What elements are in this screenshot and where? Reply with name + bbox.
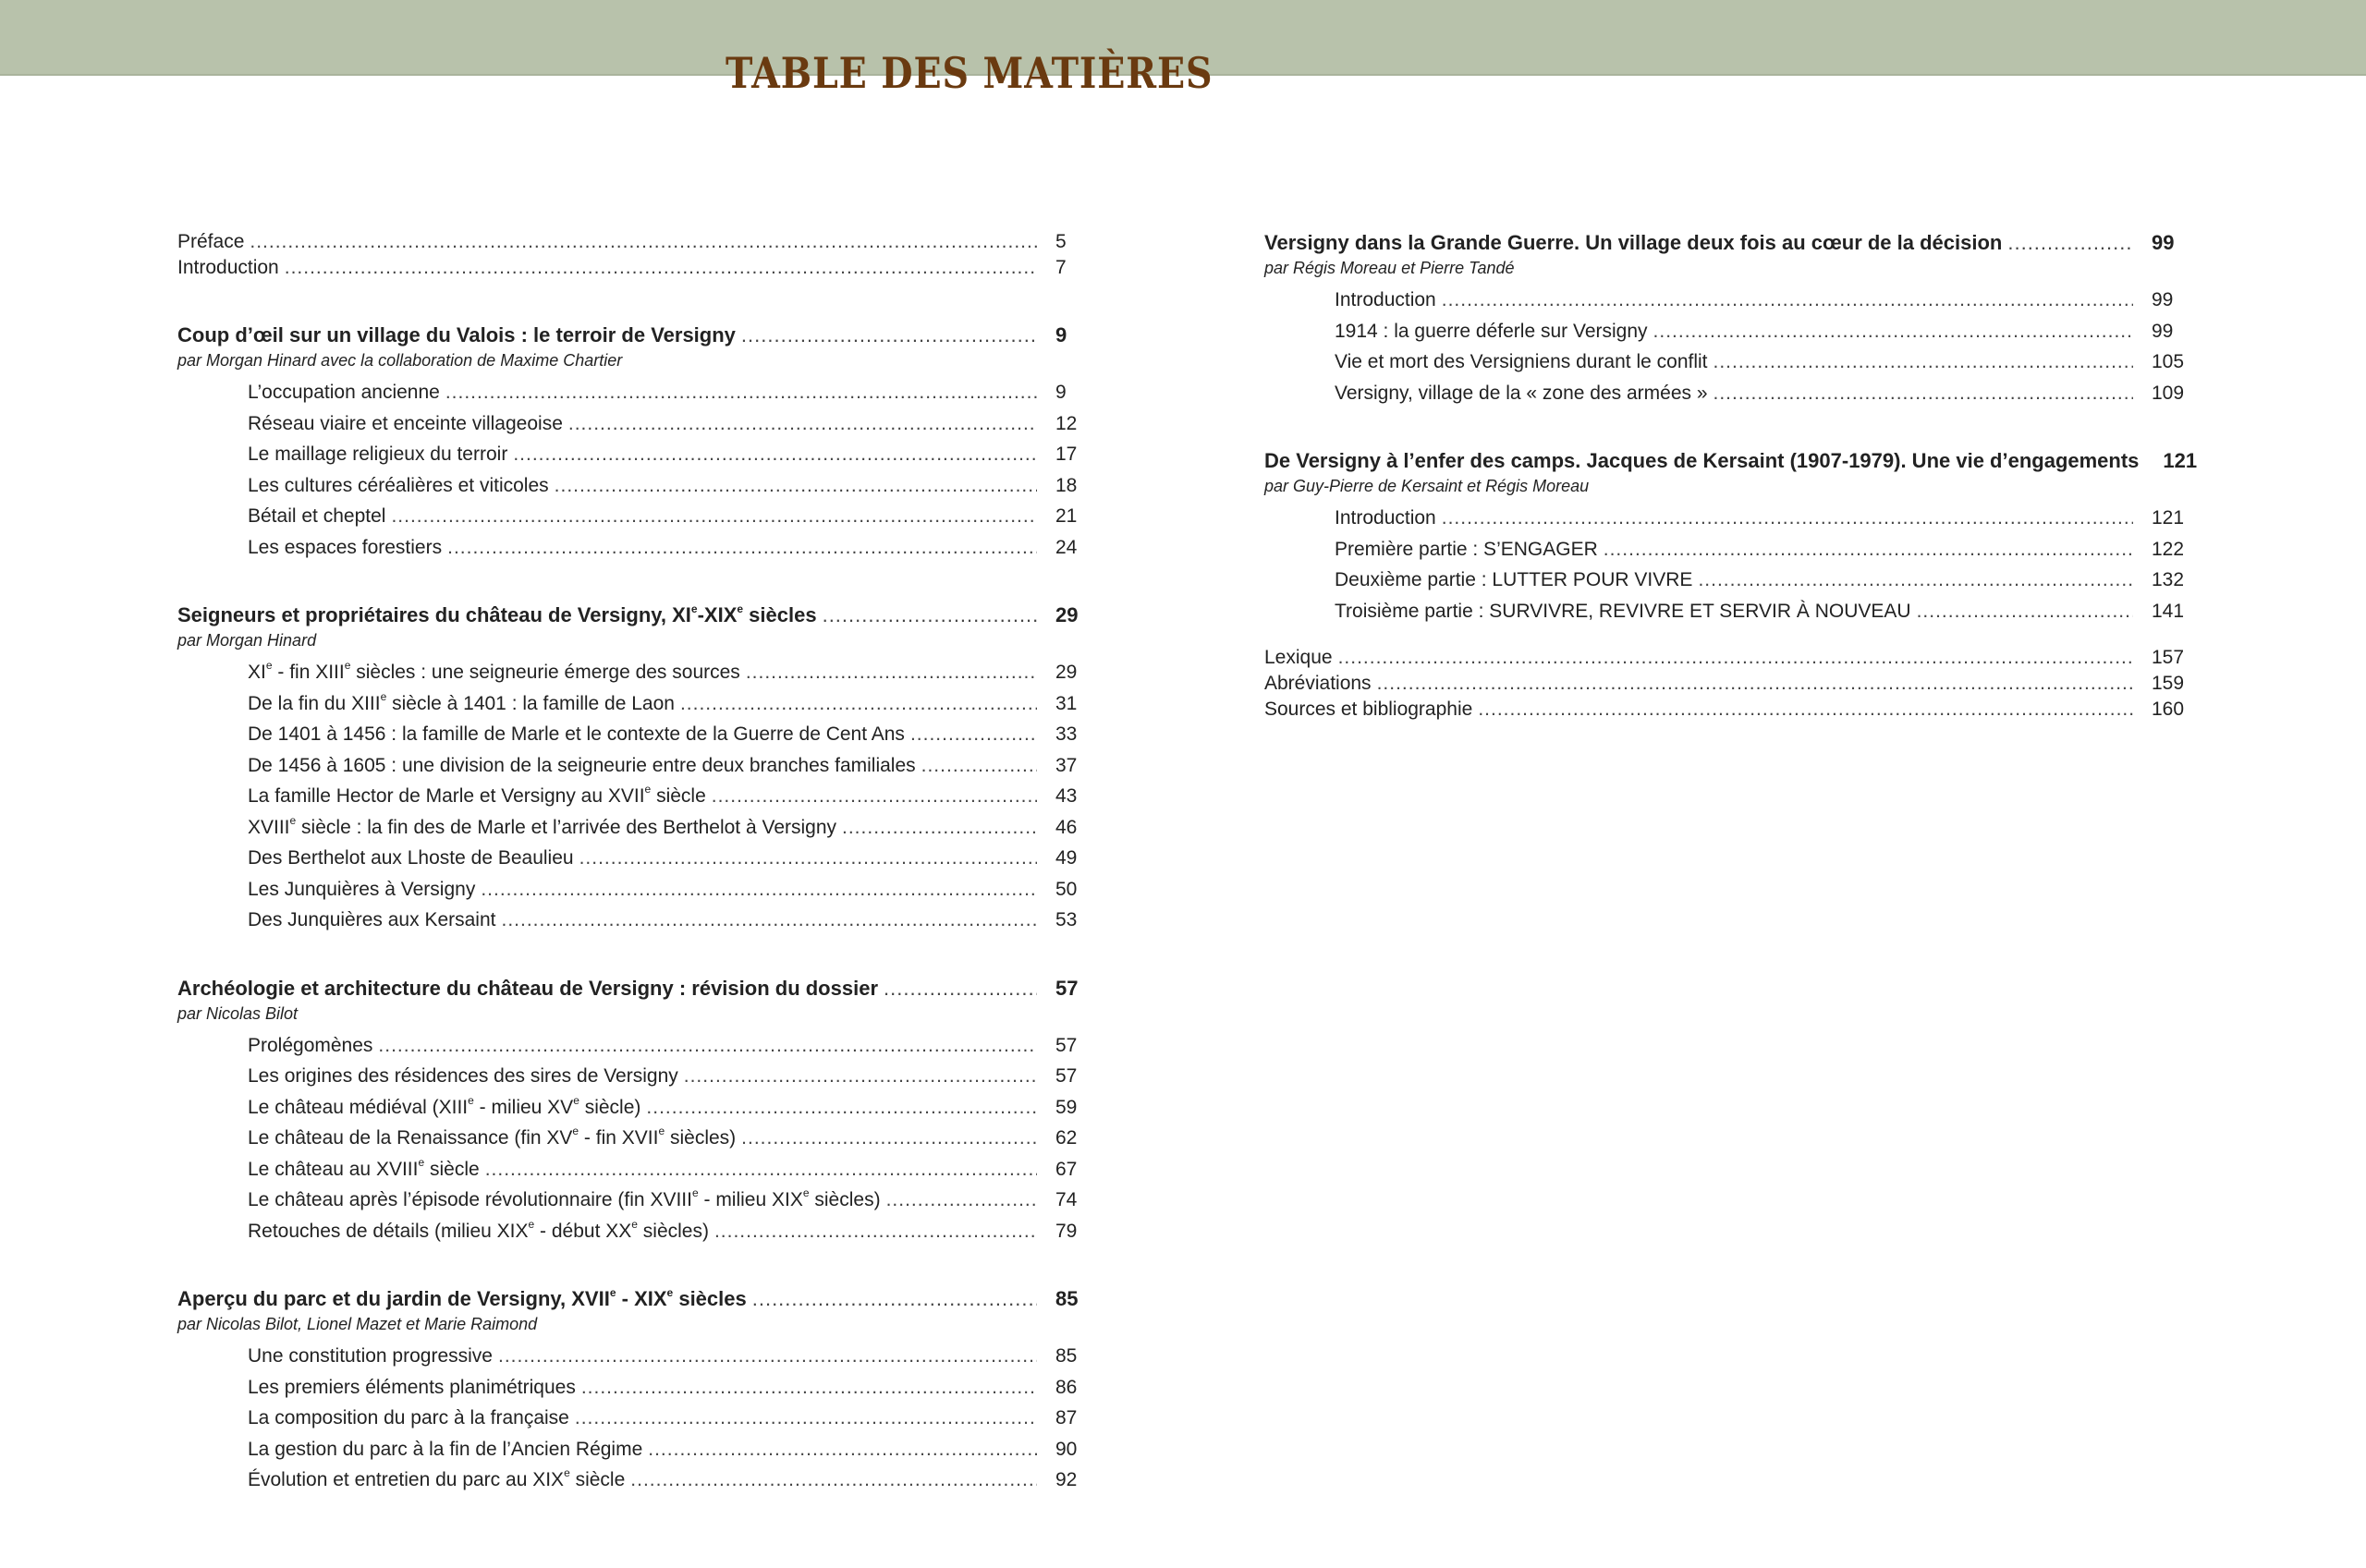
leader-dots (1338, 645, 2133, 671)
toc-section-heading[interactable]: Seigneurs et propriétaires du château de Versigny, XIe-XIXe siècles ..... 29 (177, 602, 1102, 629)
leader-dots (498, 1341, 1037, 1372)
leader-dots (1653, 316, 2133, 347)
leader-dots (447, 532, 1037, 564)
toc-subentry[interactable]: Les origines des résidences des sires de Versigny ..... 57 (177, 1061, 1102, 1092)
page-number: 160 (2152, 699, 2185, 720)
toc-subentry[interactable]: De 1401 à 1456 : la famille de Marle et le contexte de la Guerre de Cent Ans ..... 33 (177, 719, 1102, 750)
toc-subentry[interactable]: Prolégomènes ..... 57 (177, 1030, 1102, 1062)
page-number: 109 (2152, 382, 2185, 404)
toc-section-heading[interactable]: De Versigny à l’enfer des camps. Jacques de Kersaint (1907-1979). Une vie d’engagements 121 (1264, 447, 2198, 475)
toc-entry-abreviations[interactable]: Abréviations ..... 159 (1264, 671, 2198, 697)
page-title: TABLE DES MATIÈRES (726, 48, 1213, 98)
toc-subentry[interactable]: Les cultures céréalières et viticoles ..... 18 (177, 470, 1102, 502)
page-number: 37 (1055, 754, 1078, 776)
toc-subentry[interactable]: Deuxième partie : LUTTER POUR VIVRE ..... 132 (1264, 565, 2198, 596)
page-number: 86 (1055, 1376, 1078, 1398)
toc-entry-sources[interactable]: Sources et bibliographie ..... 160 (1264, 697, 2198, 723)
leader-dots (568, 408, 1037, 440)
page-number: 79 (1055, 1220, 1078, 1242)
toc-subentry[interactable]: Le château médiéval (XIIIe - milieu XVe siècle) ..... 59 (177, 1092, 1102, 1124)
page-number: 74 (1055, 1189, 1078, 1210)
toc-entry-introduction[interactable]: Introduction ..... 7 (177, 255, 1102, 281)
toc-entry-lexique[interactable]: Lexique ..... 157 (1264, 645, 2198, 671)
toc-subentry[interactable]: Réseau viaire et enceinte villageoise ..... 12 (177, 408, 1102, 440)
toc-subentry[interactable]: Le maillage religieux du terroir ..... 17 (177, 439, 1102, 470)
toc-subentry[interactable]: XIe - fin XIIIe siècles : une seigneurie émerge des sources ..... 29 (177, 657, 1102, 688)
toc-subentry[interactable]: Vie et mort des Versigniens durant le conflit ..... 105 (1264, 346, 2198, 378)
page-number: 57 (1055, 976, 1079, 1000)
leader-dots (2007, 229, 2133, 257)
toc-subentry[interactable]: De la fin du XIIIe siècle à 1401 : la famille de Laon ..... 31 (177, 688, 1102, 720)
leader-dots (1478, 697, 2133, 723)
section-author: par Régis Moreau et Pierre Tandé (1264, 259, 1515, 277)
leader-dots (884, 975, 1037, 1003)
page-number: 122 (2152, 538, 2185, 560)
toc-subentry[interactable]: Le château au XVIIIe siècle ..... 67 (177, 1154, 1102, 1185)
leader-dots (378, 1030, 1037, 1062)
page-number: 50 (1055, 878, 1078, 900)
leader-dots (1442, 285, 2133, 316)
page-number: 29 (1055, 662, 1078, 683)
page-number: 157 (2152, 647, 2185, 668)
page-number: 33 (1055, 723, 1078, 745)
leader-dots (481, 874, 1037, 906)
page-number: 17 (1055, 444, 1078, 465)
toc-subentry[interactable]: Versigny, village de la « zone des armées » ..... 109 (1264, 378, 2198, 409)
leader-dots (581, 1372, 1037, 1404)
leader-dots (445, 377, 1037, 408)
leader-dots (648, 1434, 1037, 1465)
leader-dots (886, 1185, 1037, 1216)
page-number: 92 (1055, 1469, 1078, 1490)
leader-dots (680, 688, 1037, 720)
leader-dots (250, 229, 1037, 255)
toc-subentry[interactable]: L’occupation ancienne ..... 9 (177, 377, 1102, 408)
page-number: 7 (1055, 257, 1067, 278)
leader-dots (285, 255, 1037, 281)
leader-dots (646, 1092, 1037, 1124)
page-number: 99 (2152, 289, 2174, 310)
page-number: 18 (1055, 474, 1078, 496)
page-number: 121 (2163, 449, 2198, 472)
leader-dots (842, 812, 1037, 844)
toc-subentry[interactable]: Bétail et cheptel ..... 21 (177, 501, 1102, 532)
leader-dots (823, 602, 1037, 629)
toc-subentry[interactable]: Les Junquières à Versigny ..... 50 (177, 874, 1102, 906)
leader-dots (485, 1154, 1037, 1185)
page-number: 9 (1055, 382, 1067, 403)
toc-subentry[interactable]: Une constitution progressive ..... 85 (177, 1341, 1102, 1372)
toc-subentry[interactable]: La composition du parc à la française ..... 87 (177, 1403, 1102, 1434)
page-number: 62 (1055, 1127, 1078, 1149)
page-number: 85 (1055, 1287, 1079, 1310)
section-author: par Guy-Pierre de Kersaint et Régis Moreau (1264, 477, 1590, 495)
page-number: 121 (2152, 507, 2185, 529)
page-number: 159 (2152, 673, 2185, 694)
toc-subentry[interactable]: Introduction ..... 121 (1264, 503, 2198, 534)
leader-dots (1377, 671, 2133, 697)
toc-subentry[interactable]: Introduction ..... 99 (1264, 285, 2198, 316)
page-number: 49 (1055, 847, 1078, 869)
leader-dots (575, 1403, 1037, 1434)
leader-dots (555, 470, 1037, 502)
page-number: 67 (1055, 1158, 1078, 1180)
section-author: par Nicolas Bilot (177, 1003, 299, 1023)
leader-dots (579, 843, 1037, 874)
page-number: 12 (1055, 412, 1078, 434)
toc-subentry[interactable]: Troisième partie : SURVIVRE, REVIVRE ET SERVIR À NOUVEAU ..... 141 (1264, 596, 2198, 627)
toc-subentry[interactable]: Des Junquières aux Kersaint ..... 53 (177, 905, 1102, 936)
toc-subentry[interactable]: Le château après l’épisode révolutionnaire (fin XVIIIe - milieu XIXe siècles) ..... 74 (177, 1185, 1102, 1216)
page-number: 46 (1055, 816, 1078, 838)
toc-section-heading[interactable]: Aperçu du parc et du jardin de Versigny, XVIIe - XIXe siècles ..... 85 (177, 1285, 1102, 1313)
leader-dots (684, 1061, 1037, 1092)
toc-left-column (177, 229, 1102, 1496)
leader-dots (1714, 346, 2133, 378)
toc-section-heading[interactable]: Coup d’œil sur un village du Valois : le terroir de Versigny ..... 9 (177, 322, 1102, 349)
leader-dots (714, 1216, 1037, 1247)
leader-dots (630, 1465, 1037, 1496)
leader-dots (746, 657, 1037, 688)
page-number: 141 (2152, 600, 2185, 622)
page-number: 132 (2152, 569, 2185, 590)
toc-subentry[interactable]: La famille Hector de Marle et Versigny au XVIIe siècle ..... 43 (177, 781, 1102, 812)
toc-subentry[interactable]: 1914 : la guerre déferle sur Versigny ..... 99 (1264, 316, 2198, 347)
page-number: 5 (1055, 231, 1067, 252)
section-author: par Morgan Hinard avec la collaboration de Maxime Chartier (177, 351, 623, 370)
leader-dots (1698, 565, 2133, 596)
toc-subentry[interactable]: De 1456 à 1605 : une division de la seigneurie entre deux branches familiales ..... 37 (177, 750, 1102, 782)
page-number: 53 (1055, 909, 1078, 930)
toc-subentry[interactable]: Évolution et entretien du parc au XIXe siècle ..... 92 (177, 1465, 1102, 1496)
leader-dots (501, 905, 1037, 936)
leader-dots (1917, 596, 2133, 627)
page-number: 21 (1055, 505, 1078, 527)
leader-dots (712, 781, 1037, 812)
toc-right-column (1264, 229, 2198, 723)
page-number: 29 (1055, 603, 1079, 626)
page-number: 59 (1055, 1096, 1078, 1118)
leader-dots (391, 501, 1037, 532)
page-number: 57 (1055, 1034, 1078, 1056)
toc-subentry[interactable]: La gestion du parc à la fin de l’Ancien Régime ..... 90 (177, 1434, 1102, 1465)
page-number: 85 (1055, 1345, 1078, 1367)
toc-subentry[interactable]: Le château de la Renaissance (fin XVe - fin XVIIe siècles) ..... 62 (177, 1123, 1102, 1154)
page-number: 90 (1055, 1438, 1078, 1460)
leader-dots (1714, 378, 2133, 409)
toc-subentry[interactable]: Des Berthelot aux Lhoste de Beaulieu ..... 49 (177, 843, 1102, 874)
section-author: par Morgan Hinard (177, 631, 317, 650)
page-number: 57 (1055, 1065, 1078, 1087)
page-number: 24 (1055, 536, 1078, 558)
toc-subentry[interactable]: XVIIIe siècle : la fin des de Marle et l’arrivée des Berthelot à Versigny ..... 46 (177, 812, 1102, 844)
page-number: 99 (2152, 320, 2174, 342)
page-number: 43 (1055, 785, 1078, 807)
leader-dots (1604, 534, 2133, 565)
leader-dots (1442, 503, 2133, 534)
toc-subentry[interactable]: Les premiers éléments planimétriques ..... 86 (177, 1372, 1102, 1404)
page-number: 87 (1055, 1407, 1078, 1428)
leader-dots (752, 1285, 1037, 1313)
toc-entry-preface[interactable]: Préface ..... 5 (177, 229, 1102, 255)
page-number: 9 (1055, 323, 1067, 346)
toc-section-heading[interactable]: Archéologie et architecture du château de Versigny : révision du dossier ..... 57 (177, 975, 1102, 1003)
toc-section-heading[interactable]: Versigny dans la Grande Guerre. Un village deux fois au cœur de la décision ..... 99 (1264, 229, 2198, 257)
toc-subentry[interactable]: Retouches de détails (milieu XIXe - début XXe siècles) ..... 79 (177, 1216, 1102, 1247)
leader-dots (921, 750, 1037, 782)
page-number: 99 (2152, 231, 2175, 254)
page-number: 105 (2152, 351, 2185, 372)
leader-dots (741, 1123, 1037, 1154)
section-author: par Nicolas Bilot, Lionel Mazet et Marie Raimond (177, 1315, 538, 1333)
leader-dots (741, 322, 1037, 349)
leader-dots (513, 439, 1037, 470)
page-number: 31 (1055, 692, 1078, 714)
toc-subentry[interactable]: Première partie : S’ENGAGER ..... 122 (1264, 534, 2198, 565)
toc-subentry[interactable]: Les espaces forestiers ..... 24 (177, 532, 1102, 564)
leader-dots (910, 719, 1037, 750)
